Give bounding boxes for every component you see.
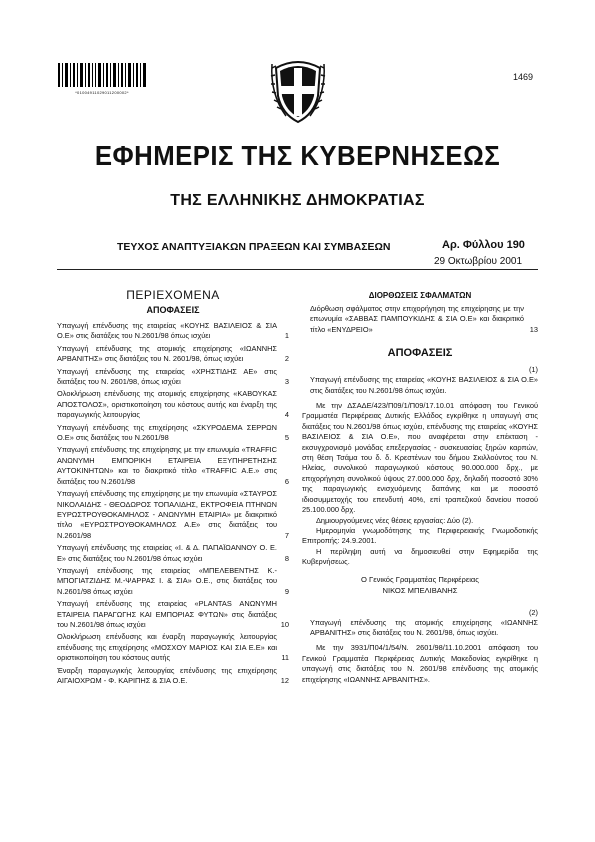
contents-item-page: 10: [280, 619, 289, 629]
contents-item-page: 2: [284, 354, 289, 364]
header-divider: [57, 269, 538, 270]
sheet-number: Αρ. Φύλλου 190: [442, 239, 525, 251]
contents-item-page: 5: [284, 433, 289, 443]
contents-item-text: Υπαγωγή επένδυσης της ατομικής επιχείρησης «ΙΩΑΝΝΗΣ ΑΡΒΑΝΙΤΗΣ» στις διατάξεις του Ν. 2601/98, όπως ισχύει: [57, 343, 277, 364]
decision-body: Με την 3931/Π04/1/54/Ν. 2601/98/11.10.2001 απόφαση του Γενικού Γραμματέα Περιφέρειας Δυτικής Μακεδονίας εγκρίθηκε η υπαγωγή στις διατάξεις του Ν. 2601/98 επένδυσης της ατομικής επιχείρησης «ΙΩΑΝΝΗΣ ΑΡΒΑΝΙΤΗΣ».: [302, 643, 538, 684]
contents-item[interactable]: [57, 632, 289, 663]
gazette-title: ΕΦΗΜΕΡΙΣ ΤΗΣ ΚΥΒΕΡΝΗΣΕΩΣ: [94, 140, 501, 171]
contents-item-page: 11: [281, 653, 289, 663]
contents-item-page: 1: [284, 331, 289, 341]
contents-item[interactable]: [57, 566, 289, 597]
main-column: [302, 288, 538, 685]
corrections-title: ΔΙΟΡΘΩΣΕΙΣ ΣΦΑΛΜΑΤΩΝ: [368, 291, 472, 300]
contents-title: ΠΕΡΙΕΧΟΜΕΝΑ: [126, 288, 220, 302]
decision-body: Με την ΔΣΑΔΕ/423/Π09/1/Π09/17.10.01 απόφαση του Γενικού Γραμματέα Περιφέρειας Δυτικής Ελλάδος εγκρίθηκε η υπαγωγή στις διατάξεις του Ν.2601/98 όπως ισχύει, επένδυσης της εταιρείας «ΚΟΥΗΣ ΒΑΣΙΛΕΙΟΣ & ΣΙΑ Ο.Ε», που αναφέρεται στην επέκταση - εκσυγχρονισμό μονάδας επεξεργασίας - συσκευασίας ξηρών καρπών, στη θέση Τσάμα του δ. δ. Κρεστένων του δήμου Σκιλλούντος του Ν. Ηλείας, συνολικού παραγωγικού κόστους 90.000.000 δρχ., με επιχορήγηση συνολικού ύψους 27.000.000 δρχ, δηλαδή ποσοστό 30% της παραγωγικής ενισχυόμενης δαπάνης και με ποσοστό ιδιοσυμμετοχής του επενδυτή 40%, επί τραπεζικού δανείου ποσού 25.100.000 δρχ.: [302, 401, 538, 515]
contents-item-text: Υπαγωγή επένδυσης της εταιρείας «Ι. & Δ. ΠΑΠΑΪΩΑΝΝΟΥ Ο. Ε. Ε» στις διατάξεις του Ν.2601/98 όπως ισχύει: [57, 543, 277, 563]
contents-item-page: 8: [284, 553, 289, 563]
issue-series: ΤΕΥΧΟΣ ΑΝΑΠΤΥΞΙΑΚΩΝ ΠΡΑΞΕΩΝ ΚΑΙ ΣΥΜΒΑΣΕΩΝ: [117, 241, 391, 253]
contents-item[interactable]: [57, 423, 289, 444]
contents-item-text: Υπαγωγή επένδυσης της επιχείρησης με την επωνυμία «TRAFFIC ΑΝΩΝΥΜΗ ΕΜΠΟΡΙΚΗ ΕΤΑΙΡΕΙΑ ΕΞΥΠΗΡΕΤΗΣΗΣ ΑΥΤΟΚΙΝΗΤΩΝ» και το διακριτικό τίτλο «TRAFFIC A.E.» στις διατάξεις του Ν.2601/98: [57, 445, 277, 486]
greek-coat-of-arms-icon: [268, 54, 328, 126]
contents-item-text: Υπαγωγή επένδυσης της εταιρείας «ΧΡΗΣΤΙΔΗΣ ΑΕ» στις διατάξεις του Ν. 2601/98, όπως ισχύει: [57, 366, 277, 387]
decision-heading: Υπαγωγή επένδυσης της εταιρείας «ΚΟΥΗΣ ΒΑΣΙΛΕΙΟΣ & ΣΙΑ Ο.Ε» στις διατάξεις του Ν.2601/98 όπως ισχύει.: [310, 375, 538, 395]
contents-list: [57, 321, 289, 686]
contents-item[interactable]: [57, 344, 289, 365]
contents-item-page: 7: [284, 530, 289, 540]
contents-item-page: 9: [284, 586, 289, 596]
barcode-number: *01004911029011200002*: [75, 90, 129, 95]
contents-item-text: Υπαγωγή επένδυσης της εταιρείας «PLANTAS ΑΝΩΝΥΜΗ ΕΤΑΙΡΕΙΑ ΠΑΡΑΓΩΓΗΣ ΚΑΙ ΕΜΠΟΡΙΑΣ ΦΥΤΩΝ» στις διατάξεις του Ν.2601/98 όπως ισχύει: [57, 599, 277, 629]
signer-title: Ο Γενικός Γραμματέας Περιφέρειας: [361, 574, 479, 584]
contents-item-text: Υπαγωγή επένδυσης της επιχείρησης με την επωνυμία «ΣΤΑΥΡΟΣ ΝΙΚΟΛΑΙΔΗΣ - ΘΕΟΔΩΡΟΣ ΤΟΠΑΛΙΔΗΣ, ΕΚΤΡΟΦΕΙΑ ΠΤΗΝΩΝ ΕΥΡΩΣΤΡΟΥΘΟΚΑΜΗΛΟΣ - ΑΝΩΝΥΜΗ ΕΤΑΙΡΙΑ» με διακριτικό τίτλο «ΕΥΡΩΣΤΡΟΥΘΟΚΑΜΗΛΟΣ Α.Ε» στις διατάξεις του Ν.2601/98: [57, 489, 277, 540]
decision-jobs: Δημιουργούμενες νέες θέσεις εργασίας: Δύο (2).: [316, 515, 474, 525]
gazette-subtitle: ΤΗΣ ΕΛΛΗΝΙΚΗΣ ΔΗΜΟΚΡΑΤΙΑΣ: [170, 192, 425, 209]
decision-number: (1): [528, 365, 538, 375]
contents-item[interactable]: [57, 367, 289, 388]
decision-number: (2): [528, 607, 538, 617]
contents-item-page: 12: [280, 676, 289, 685]
contents-item[interactable]: [57, 389, 289, 420]
decisions-title: ΑΠΟΦΑΣΕΙΣ: [387, 347, 453, 360]
contents-item-page: 3: [284, 377, 289, 387]
contents-column: [57, 288, 289, 688]
contents-item[interactable]: [57, 445, 289, 487]
contents-item-text: Έναρξη παραγωγικής λειτουργίας επένδυσης της επιχείρησης ΑΙΓΑΙΟΧΡΩΜ - Φ. ΚΑΡΙΠΗΣ & ΣΙΑ Ο.Ε.: [57, 665, 277, 685]
contents-item-text: Υπαγωγή επένδυσης της εταιρείας «ΚΟΥΗΣ ΒΑΣΙΛΕΙΟΣ & ΣΙΑ Ο.Ε» στις διατάξεις του Ν.2601/98 όπως ισχύει: [57, 321, 277, 341]
contents-item[interactable]: [57, 321, 289, 342]
contents-item[interactable]: [57, 489, 289, 541]
contents-item[interactable]: [57, 666, 289, 687]
decision-publish-note: Η περίληψη αυτή να δημοσιευθεί στην Εφημερίδα της Κυβερνήσεως.: [302, 546, 538, 567]
contents-item-text: Υπαγωγή επένδυσης της επιχείρησης «ΣΚΥΡΟΔΕΜΑ ΣΕΡΡΩΝ Ο.Ε» στις διατάξεις του Ν.2601/98: [57, 422, 277, 443]
decision-opinion-date: Ημερομηνία γνωμοδότησης της Περιφερειακής Γνωμοδοτικής Επιτροπής: 24.9.2001.: [302, 525, 538, 546]
contents-item-text: Ολοκλήρωση επένδυσης της ατομικής επιχείρησης «ΚΑΒΟΥΚΑΣ ΑΠΟΣΤΟΛΟΣ», οριστικοποίηση του κόστους αυτής και έναρξη της παραγωγικής λειτουργίας: [57, 389, 277, 420]
issue-date: 29 Οκτωβρίου 2001: [434, 256, 523, 267]
page-number: 1469: [513, 72, 534, 82]
contents-item-text: Υπαγωγή επένδυσης της εταιρείας «ΜΠΕΛΕΒΕΝΤΗΣ Κ.-ΜΠΟΓΙΑΤΖΙΔΗΣ Μ.-ΨΑΡΡΑΣ Ι. & ΣΙΑ» Ο.Ε., στις διατάξεις του Ν.2601/98 όπως ισχύει: [57, 565, 277, 596]
contents-subtitle: ΑΠΟΦΑΣΕΙΣ: [146, 305, 200, 315]
contents-item-page: 6: [284, 476, 289, 486]
contents-item[interactable]: [57, 599, 289, 630]
contents-item[interactable]: [57, 543, 289, 564]
decision-heading: Υπαγωγή επένδυσης της ατομικής επιχείρησης «ΙΩΑΝΝΗΣ ΑΡΒΑΝΙΤΗΣ» στις διατάξεις του Ν. 2601/98, όπως ισχύει.: [310, 617, 538, 637]
corrections-item-text: Διόρθωση σφάλματος στην επιχορήγηση της επιχείρησης με την επωνυμία «ΣΑΒΒΑΣ ΠΑΜΠΟΥΚΙΔΗΣ & ΣΙΑ Ο.Ε» και διακριτικό τίτλο «ΕΝΥΔΡΕΙΟ»: [310, 304, 524, 334]
contents-item-text: Ολοκλήρωση επένδυσης και έναρξη παραγωγικής λειτουργίας επένδυσης της επιχείρησης «ΜΟΣΧΟΥ ΜΑΡΙΟΣ ΚΑΙ ΣΙΑ Ε.Ε» και οριστικοποίηση του κόστους αυτής: [57, 632, 277, 663]
signer-name: ΝΙΚΟΣ ΜΠΕΛΙΒΑΝΗΣ: [382, 585, 458, 595]
corrections-item-page: 13: [529, 324, 538, 334]
barcode: [58, 63, 146, 87]
contents-item-page: 4: [284, 410, 289, 420]
corrections-item[interactable]: [302, 304, 538, 335]
